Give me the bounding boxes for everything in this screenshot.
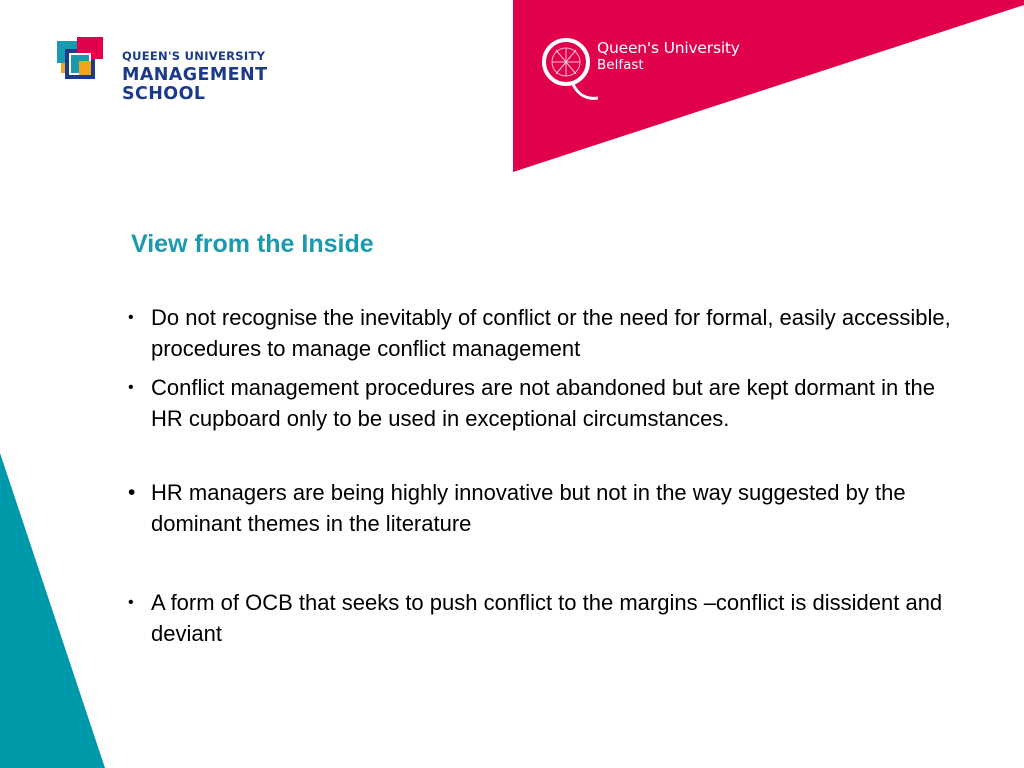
- bullet-item: [128, 477, 968, 539]
- teal-corner: [0, 453, 105, 768]
- university-city: Belfast: [597, 56, 644, 73]
- university-wordmark: [597, 40, 740, 73]
- bullet-text: A form of OCB that seeks to push conflict to the margins –conflict is dissident and deviant: [151, 590, 943, 646]
- bullet-item: [128, 372, 968, 434]
- university-name: Queen's University: [597, 39, 740, 57]
- bullet-marker: •: [128, 309, 134, 326]
- management-school-logo: [55, 33, 285, 113]
- university-crest-icon: [538, 32, 598, 106]
- slide-title: View from the Inside: [131, 230, 374, 258]
- bullet-text: Do not recognise the inevitably of conflict or the need for formal, easily accessible, procedures to manage conflict management: [151, 305, 951, 361]
- logo-line-university: QUEEN'S UNIVERSITY: [122, 49, 266, 63]
- bullet-marker: •: [128, 481, 136, 504]
- bullet-item: [128, 302, 968, 364]
- school-emblem-icon: [55, 33, 115, 89]
- logo-line-management: MANAGEMENT: [122, 64, 268, 85]
- logo-line-school: SCHOOL: [122, 84, 206, 104]
- bullet-item: [128, 587, 968, 649]
- bullet-marker: •: [128, 379, 134, 396]
- management-school-wordmark: [122, 51, 267, 104]
- bullet-marker: •: [128, 594, 134, 611]
- bullet-text: HR managers are being highly innovative but not in the way suggested by the dominant themes in the literature: [151, 480, 906, 536]
- bullet-text: Conflict management procedures are not abandoned but are kept dormant in the HR cupboard only to be used in exceptional circumstances.: [151, 375, 935, 431]
